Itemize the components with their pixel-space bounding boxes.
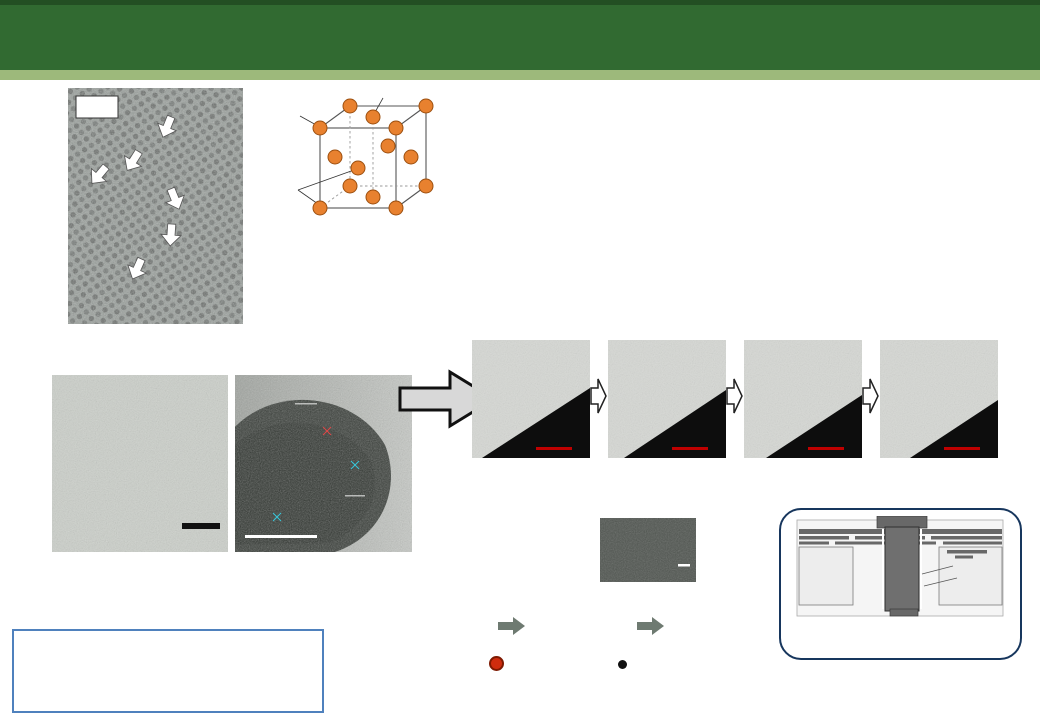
keywords-box <box>12 629 324 713</box>
header-banner <box>0 0 1040 80</box>
heating-xrd-block <box>495 86 695 88</box>
heating-tem-frame-4 <box>880 340 998 458</box>
oxygen-legend-dot <box>618 660 627 669</box>
tsv-schematic <box>791 516 1010 624</box>
step-arrow-icon <box>590 378 607 414</box>
process-arrow-icon <box>636 616 666 636</box>
header-stripe <box>0 70 1040 80</box>
xrd-chart <box>666 86 1036 336</box>
heating-tem-frame-2 <box>608 340 726 458</box>
sem-sintered-image <box>600 518 696 582</box>
heating-tem-frame-1 <box>472 340 590 458</box>
lattice-panel-before <box>420 592 490 658</box>
lattice-panel-after <box>668 590 732 656</box>
abf-stem-image <box>68 88 243 324</box>
copper-legend-dot <box>489 656 504 671</box>
tem-core-shell-image <box>235 375 412 552</box>
lattice-panel-during <box>534 586 630 662</box>
step-arrow-icon <box>726 378 743 414</box>
crystal-structure-diagram <box>268 86 488 228</box>
tem-small-nanoparticles-image <box>52 375 228 552</box>
process-arrow-icon <box>497 616 527 636</box>
heating-tem-frame-3 <box>744 340 862 458</box>
step-arrow-icon <box>862 378 879 414</box>
